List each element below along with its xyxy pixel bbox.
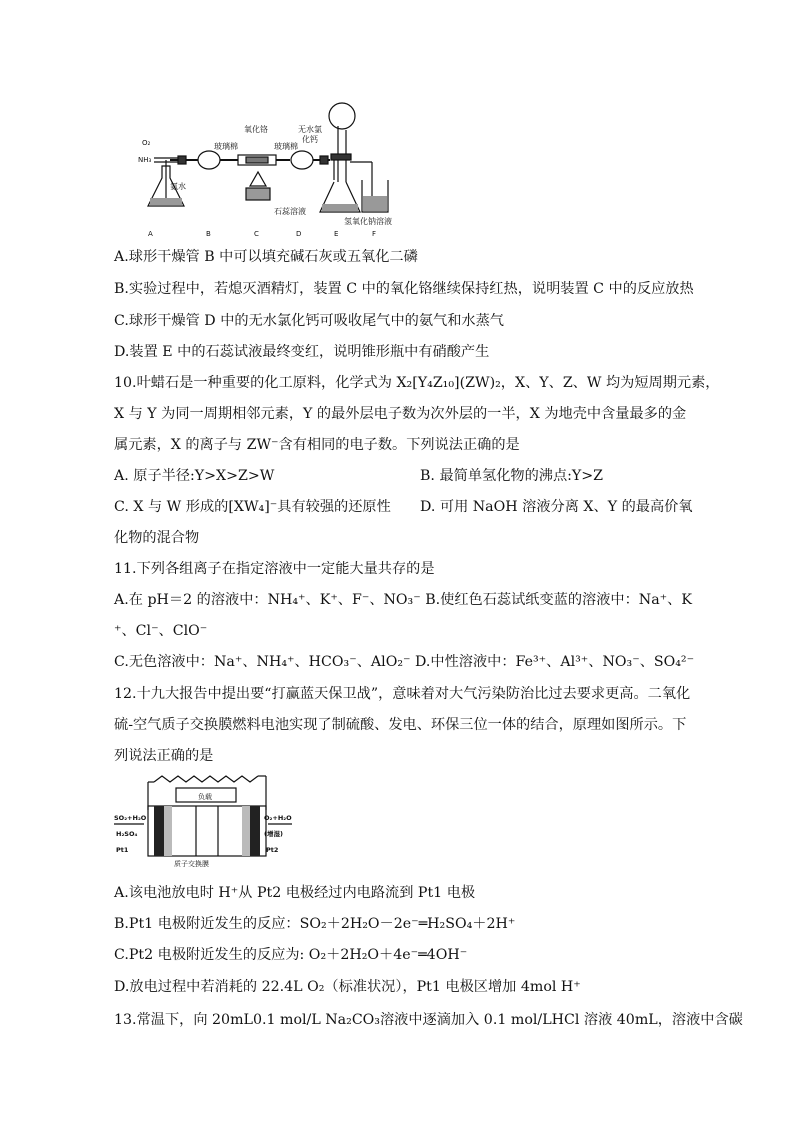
q11-options-ab: A.在 pH＝2 的溶液中：NH₄⁺、K⁺、F⁻、NO₃⁻ B.使红色石蕊试纸变蓝的溶液中：Na⁺、K xyxy=(114,592,692,608)
label-glass-wool-1: 玻璃棉 xyxy=(214,142,238,151)
q12-stem-3: 列说法正确的是 xyxy=(114,748,214,764)
label-nh3: NH₃ xyxy=(138,156,152,164)
label-glass-wool-2: 玻璃棉 xyxy=(274,142,298,151)
q10-stem-1: 10.叶蜡石是一种重要的化工原料，化学式为 X₂[Y₄Z₁₀](ZW)₂，X、Y、Z、W 均为短周期元素， xyxy=(114,375,720,391)
label-right-in: O₂+H₂O xyxy=(264,814,292,822)
label-chromium-oxide: 氧化铬 xyxy=(244,125,268,134)
q10-option-d: D. 可用 NaOH 溶液分离 X、Y 的最高价氧 xyxy=(420,499,693,515)
letter-c: C xyxy=(254,230,259,238)
letter-d: D xyxy=(296,230,302,238)
q9-option-b: B.实验过程中，若熄灭酒精灯，装置 C 中的氧化铬继续保持红热，说明装置 C 中的反应放热 xyxy=(114,281,694,297)
label-left-in: SO₂+H₂O xyxy=(114,814,147,822)
q9-option-a: A.球形干燥管 B 中可以填充碱石灰或五氧化二磷 xyxy=(114,249,418,265)
label-pt2: Pt2 xyxy=(266,846,279,854)
label-h2so4: H₂SO₄ xyxy=(116,830,138,838)
q12-option-b: B.Pt1 电极附近发生的反应：SO₂＋2H₂O－2e⁻═H₂SO₄＋2H⁺ xyxy=(114,916,516,932)
label-cacl2-1: 无水氯 xyxy=(298,125,322,134)
label-pt1: Pt1 xyxy=(116,846,129,854)
label-cacl2-2: 化钙 xyxy=(302,135,318,144)
q12-stem-1: 12.十九大报告中提出要“打赢蓝天保卫战”，意味着对大气污染防治比过去要求更高。二氧化 xyxy=(114,686,691,702)
q12-option-d: D.放电过程中若消耗的 22.4L O₂（标准状况），Pt1 电极区增加 4mol H⁺ xyxy=(114,979,581,995)
q10-option-c: C. X 与 W 形成的[XW₄]⁻具有较强的还原性 xyxy=(114,499,391,515)
q10-stem-3: 属元素，X 的离子与 ZW⁻含有相同的电子数。下列说法正确的是 xyxy=(114,437,520,453)
label-membrane: 质子交换膜 xyxy=(174,860,209,868)
q9-option-d: D.装置 E 中的石蕊试液最终变红，说明锥形瓶中有硝酸产生 xyxy=(114,344,490,360)
letter-f: F xyxy=(372,230,377,238)
q12-option-a: A.该电池放电时 H⁺从 Pt2 电极经过内电路流到 Pt1 电极 xyxy=(114,885,476,901)
q10-option-b: B. 最简单氢化物的沸点:Y>Z xyxy=(420,468,604,484)
q10-option-d-cont: 化物的混合物 xyxy=(114,530,200,546)
q11-stem: 11.下列各组离子在指定溶液中一定能大量共存的是 xyxy=(114,561,435,577)
q9-option-c: C.球形干燥管 D 中的无水氯化钙可吸收尾气中的氨气和水蒸气 xyxy=(114,313,504,329)
label-humid: (增湿) xyxy=(264,830,283,838)
q10-stem-2: X 与 Y 为同一周期相邻元素，Y 的最外层电子数为次外层的一半，X 为地壳中含量最多的金 xyxy=(114,406,687,422)
label-litmus: 石蕊溶液 xyxy=(274,207,306,216)
q12-option-c: C.Pt2 电极附近发生的反应为: O₂＋2H₂O＋4e⁻═4OH⁻ xyxy=(114,947,468,963)
q11-options-ab-cont: ⁺、Cl⁻、ClO⁻ xyxy=(114,623,208,639)
q11-options-cd: C.无色溶液中：Na⁺、NH₄⁺、HCO₃⁻、AlO₂⁻ D.中性溶液中：Fe³⁺、Al³⁺、NO₃⁻、SO₄²⁻ xyxy=(114,654,695,670)
q13-stem-1: 13.常温下，向 20mL0.1 mol/L Na₂CO₃溶液中逐滴加入 0.1 mol/LHCl 溶液 40mL，溶液中含碳 xyxy=(114,1012,743,1028)
letter-e: E xyxy=(334,230,339,238)
fuel-cell-figure xyxy=(112,774,292,868)
q10-option-a: A. 原子半径:Y>X>Z>W xyxy=(114,468,275,484)
q12-stem-2: 硫-空气质子交换膜燃料电池实现了制硫酸、发电、环保三位一体的结合，原理如图所示。下 xyxy=(114,717,687,733)
label-o2: O₂ xyxy=(142,139,151,147)
label-naoh: 氢氧化钠溶液 xyxy=(344,217,392,226)
letter-a: A xyxy=(148,230,153,238)
apparatus-figure xyxy=(134,96,426,240)
label-load: 负载 xyxy=(198,793,212,801)
label-ammonia: 氨水 xyxy=(170,182,186,191)
letter-b: B xyxy=(206,230,211,238)
